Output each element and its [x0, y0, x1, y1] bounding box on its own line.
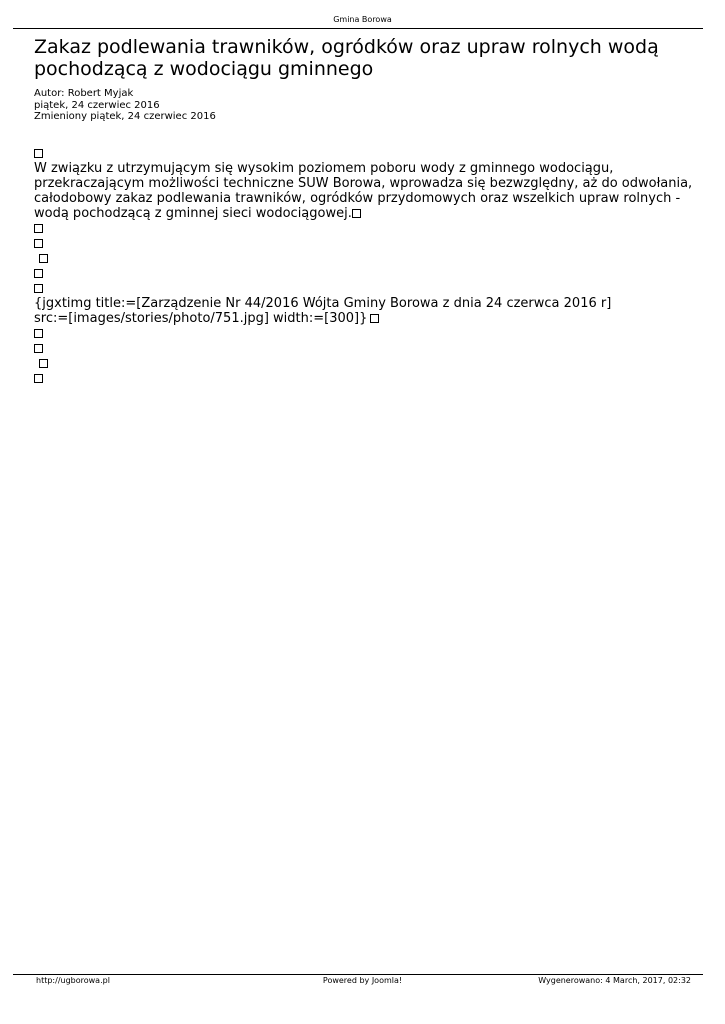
missing-glyph-icon — [34, 149, 43, 158]
footer-generated: Wygenerowano: 4 March, 2017, 02:32 — [538, 976, 691, 985]
missing-glyph-icon — [34, 344, 43, 353]
author-line: Autor: Robert Myjak — [34, 88, 134, 99]
article-title: Zakaz podlewania trawników, ogródków oraz upraw rolnych wodą pochodzącą z wodociągu gminnego — [34, 36, 659, 80]
gallery-tag-line-1: {jgxtimg title:=[Zarządzenie Nr 44/2016 Wójta Gminy Borowa z dnia 24 czerwca 2016 r] — [34, 296, 612, 311]
header-divider — [13, 28, 703, 29]
modified-line: Zmieniony piątek, 24 czerwiec 2016 — [34, 111, 216, 122]
article-meta — [34, 88, 216, 123]
missing-glyph-icon — [34, 224, 43, 233]
missing-glyph-icon — [34, 284, 43, 293]
missing-glyph-icon — [34, 239, 43, 248]
footer-url[interactable]: http://ugborowa.pl — [36, 976, 110, 985]
missing-glyph-icon — [370, 314, 379, 323]
date-line: piątek, 24 czerwiec 2016 — [34, 99, 160, 111]
article-body — [34, 146, 704, 386]
body-text: W związku z utrzymującym się wysokim poziomem poboru wody z gminnego wodociągu, przekraczającym możliwości techniczne SUW Borowa, wprowadza się bezwzględny, aż do odwołania, całodobowy zakaz podlewania trawników, ogródków przydomowych oraz wszelkich upraw rolnych - wodą pochodzącą z gminnej sieci wodociągowej. — [34, 161, 693, 221]
missing-glyph-icon — [39, 359, 48, 368]
footer-powered-by: Powered by Joomla! — [322, 976, 403, 985]
footer-divider — [13, 974, 703, 975]
missing-glyph-icon — [34, 269, 43, 278]
missing-glyph-icon — [39, 254, 48, 263]
body-paragraph — [34, 161, 704, 221]
gallery-tag-line-2: src:=[images/stories/photo/751.jpg] width:=[300]} — [34, 311, 368, 326]
missing-glyph-icon — [34, 329, 43, 338]
site-header: Gmina Borowa — [333, 15, 392, 24]
missing-glyph-icon — [34, 374, 43, 383]
missing-glyph-icon — [352, 209, 361, 218]
